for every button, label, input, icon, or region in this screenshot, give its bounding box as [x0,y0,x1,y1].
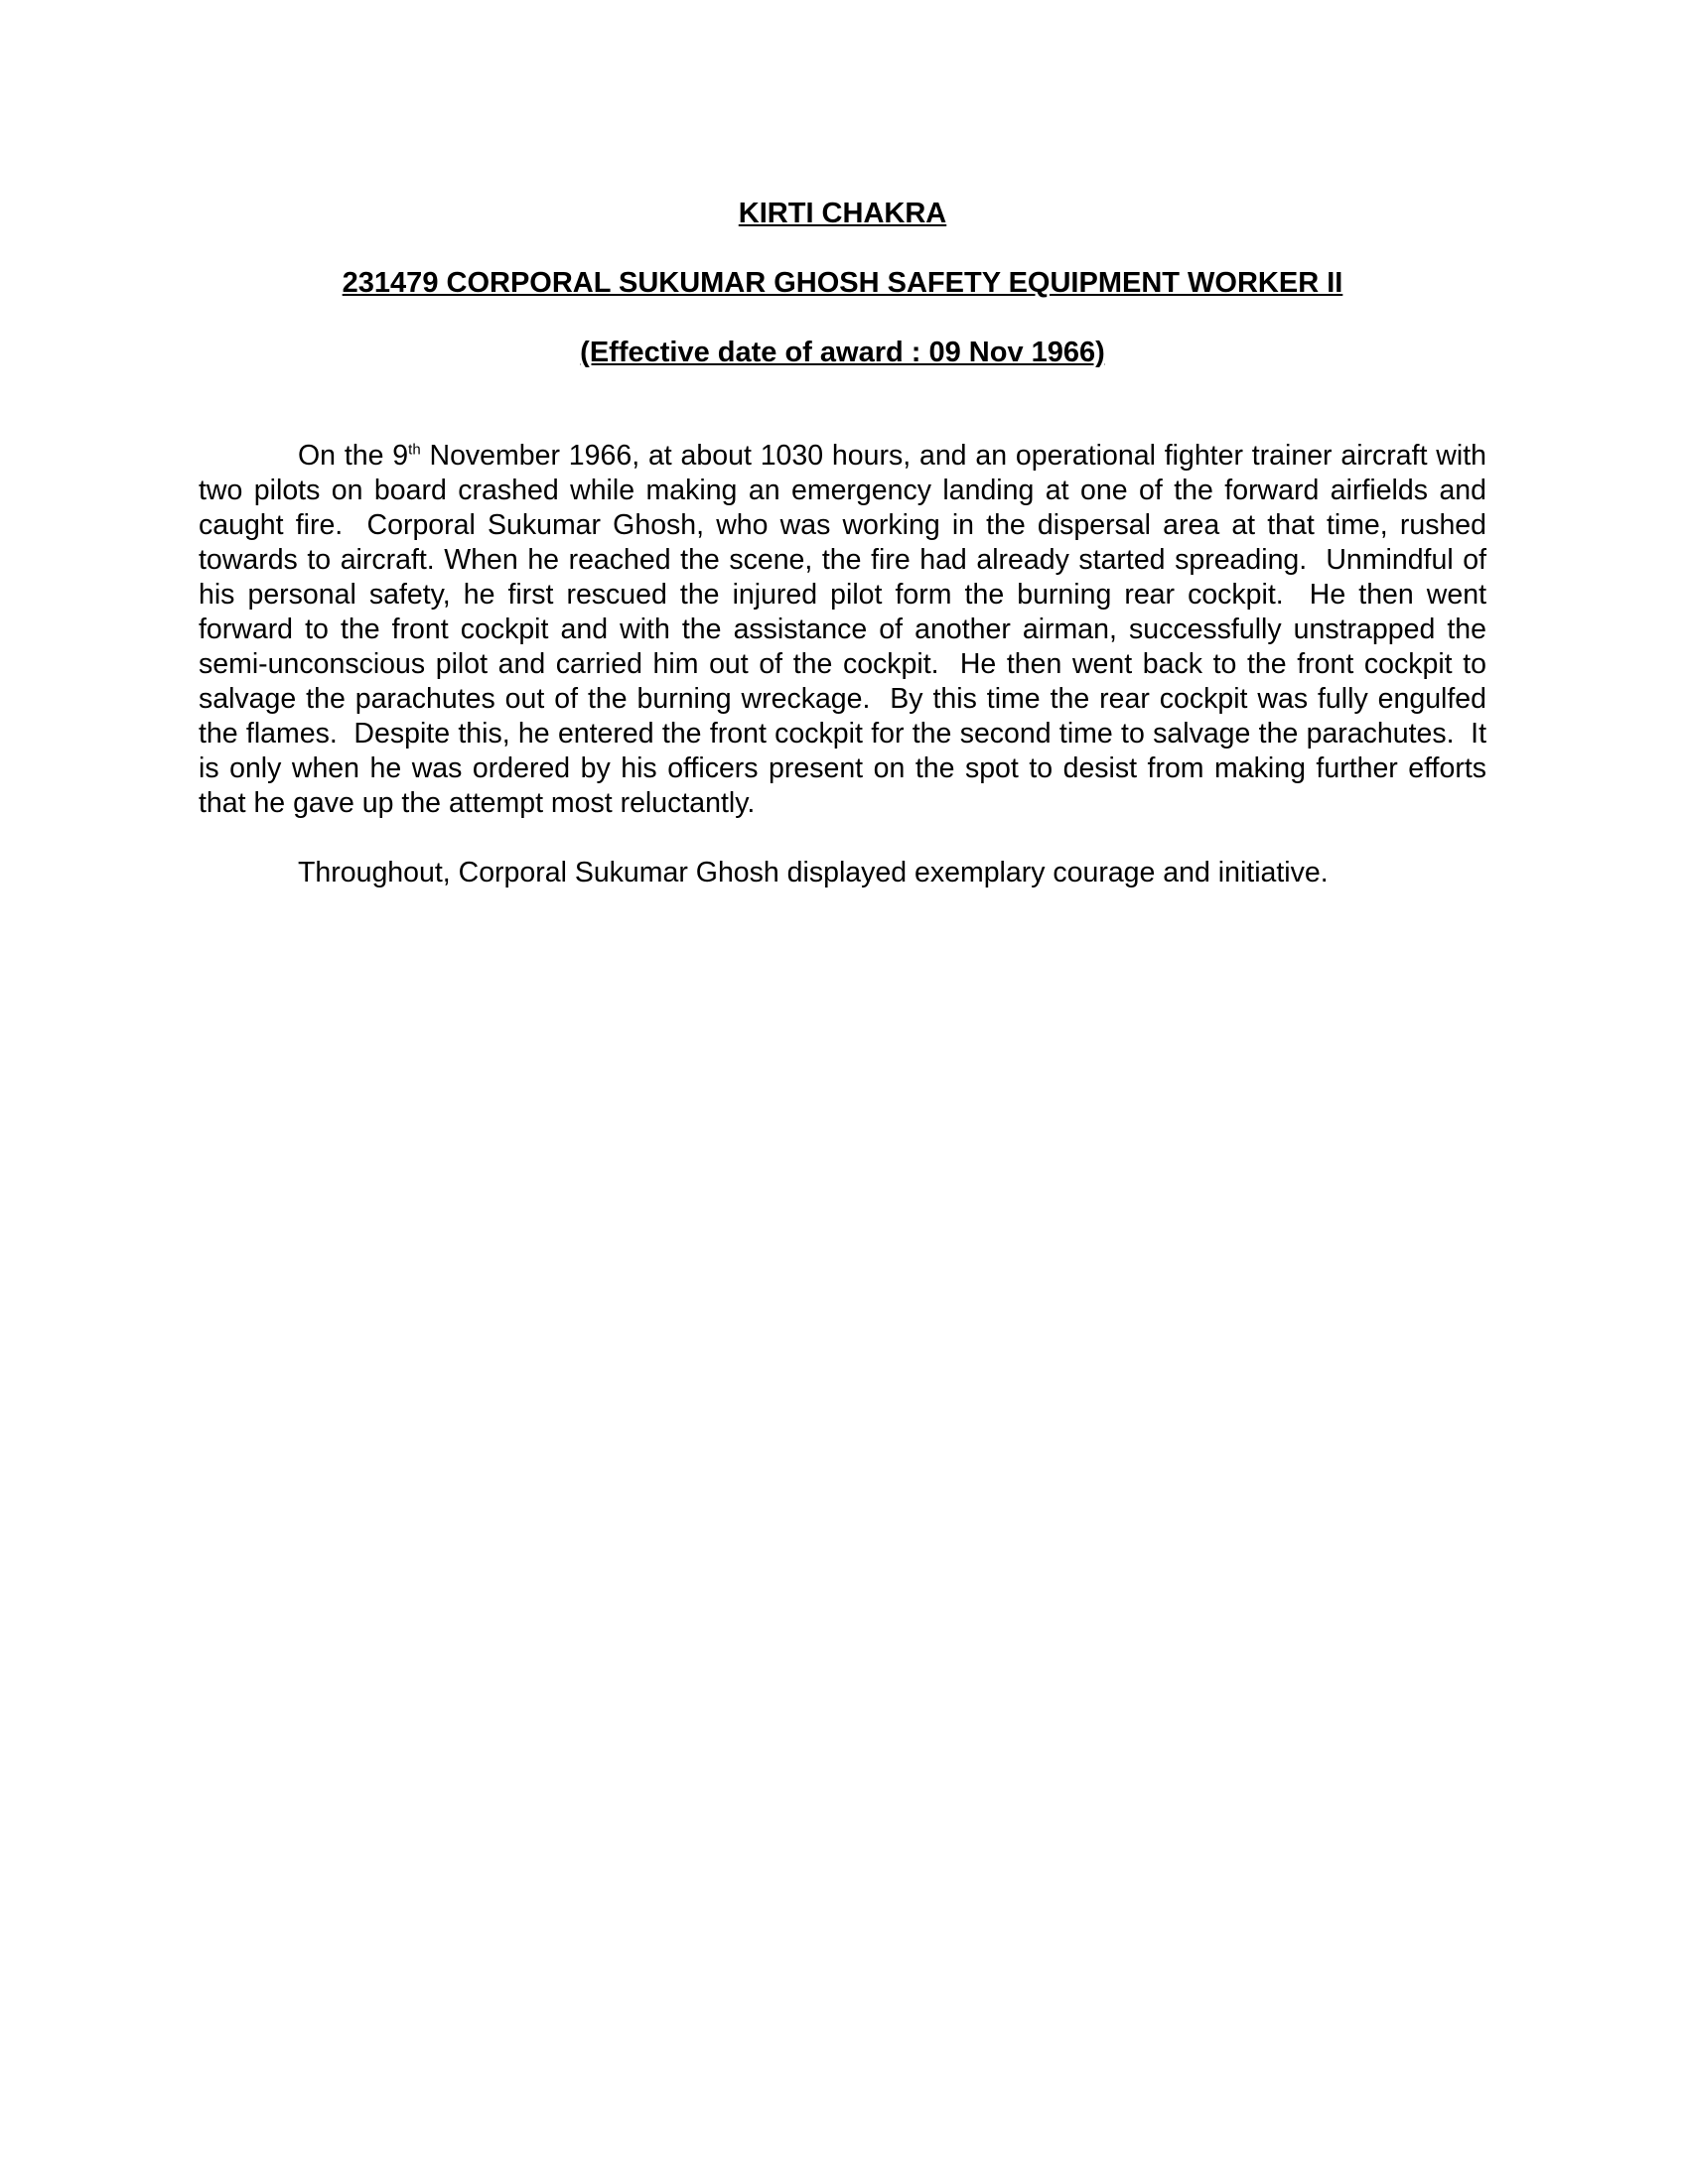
document-page [199,195,1494,890]
recipient-heading: 231479 CORPORAL SUKUMAR GHOSH SAFETY EQUIPMENT WORKER II [342,267,1343,299]
citation-body: November 1966, at about 1030 hours, and an operational fighter trainer aircraft with two pilots on board crashed while making an emergency landing at one of the forward airfields and caught fire. Corporal Sukumar Ghosh, who was working in the dispersal area at that time, rushed towards to aircraft. When he reached the scene, the fire had already started spreading. Unmindful of his personal safety, he first rescued the injured pilot form the burning rear cockpit. He then went forward to the front cockpit and with the assistance of another airman, successfully unstrapped the semi-unconscious pilot and carried him out of the cockpit. He then went back to the front cockpit to salvage the parachutes out of the burning wreckage. By this time the rear cockpit was fully engulfed the flames. Despite this, he entered the front cockpit for the second time to salvage the parachutes. It is only when he was ordered by his officers present on the spot to desist from making further efforts that he gave up the attempt most reluctantly. [199,440,1494,819]
closing-paragraph: Throughout, Corporal Sukumar Ghosh displayed exemplary courage and initiative. [298,857,1329,888]
ordinal-suffix: th [408,441,421,459]
effective-date-heading: (Effective date of award : 09 Nov 1966) [580,337,1105,368]
citation-paragraph [199,439,1494,821]
citation-lead: On the 9 [298,440,409,472]
award-title: KIRTI CHAKRA [738,198,947,229]
